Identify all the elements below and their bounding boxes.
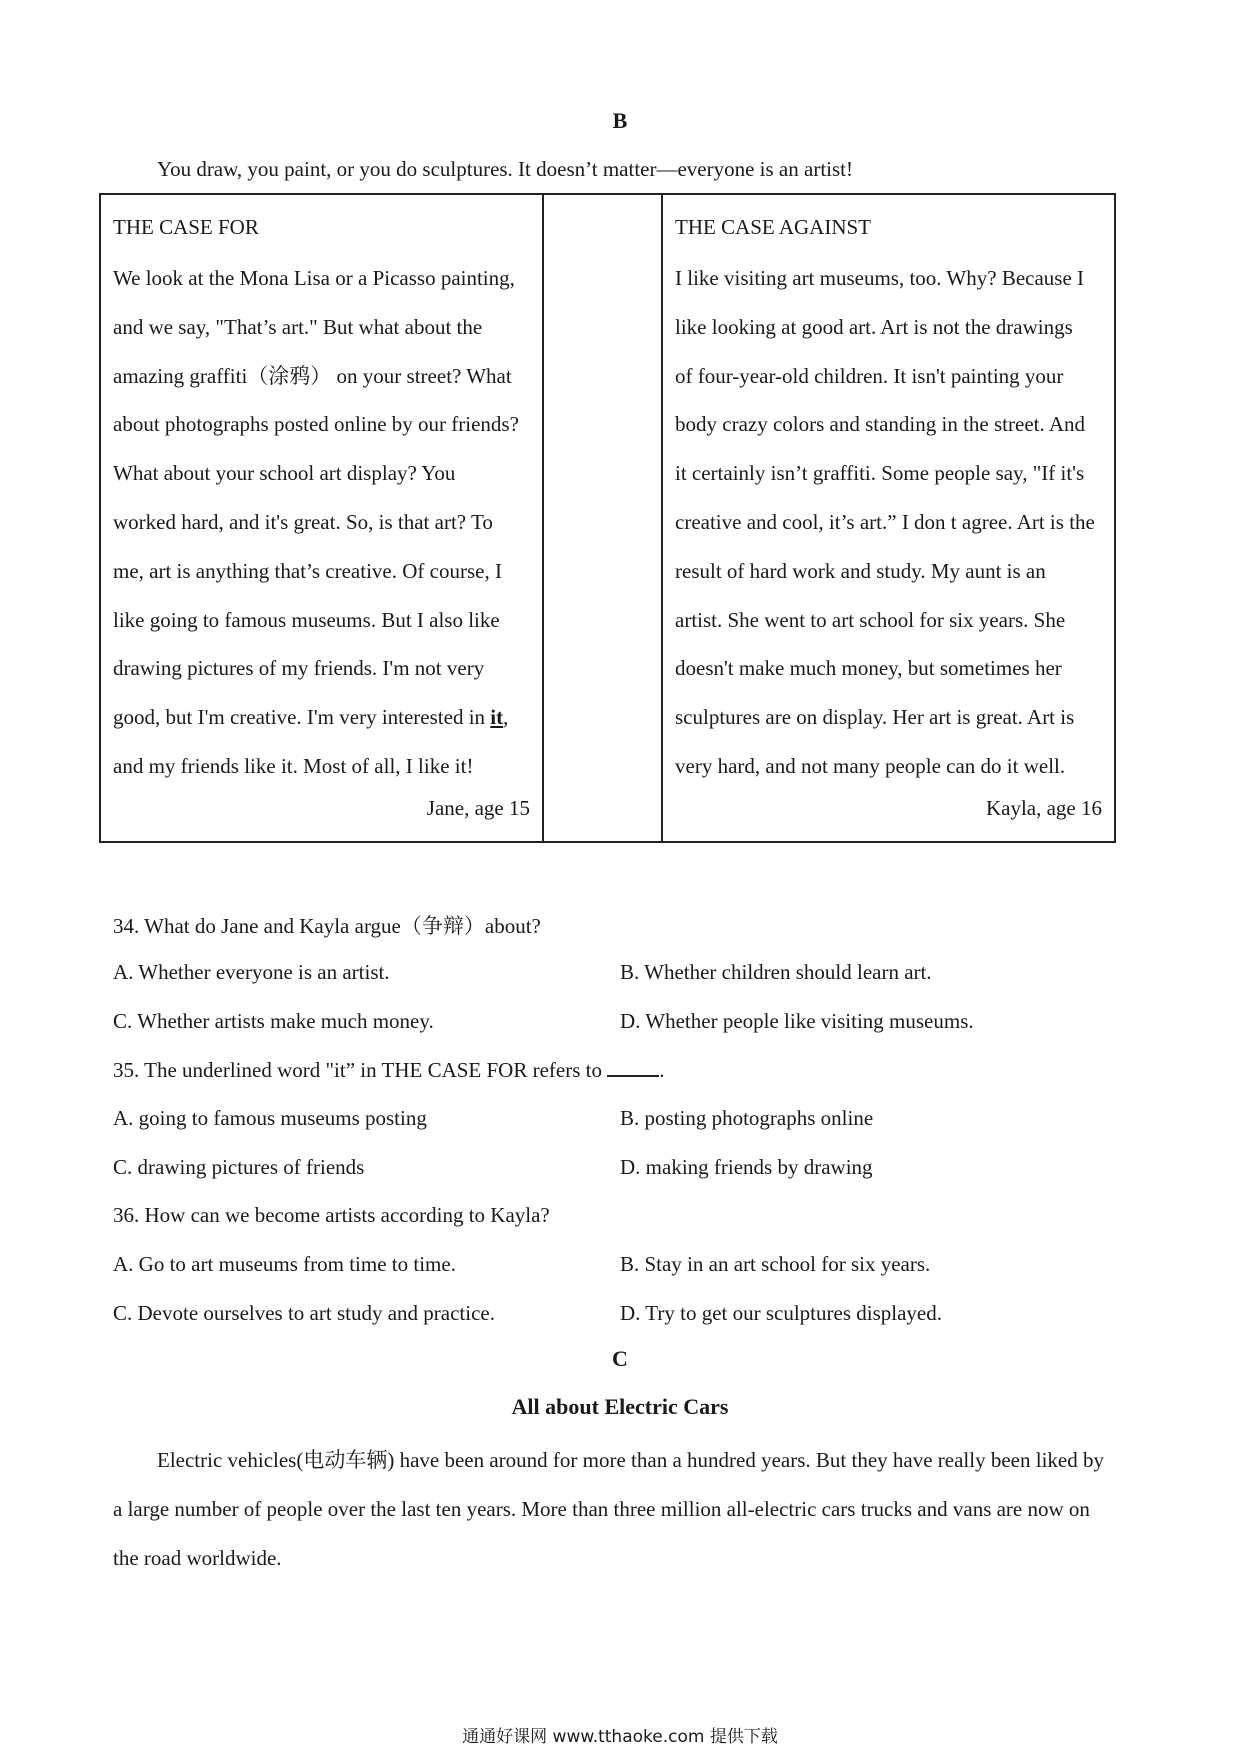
case-against-line: body crazy colors and standing in the street. And bbox=[675, 412, 1085, 437]
case-for-signature: Jane, age 15 bbox=[426, 796, 530, 820]
case-for-line: about photographs posted online by our friends? bbox=[113, 412, 519, 437]
question-35-stem bbox=[113, 1057, 664, 1083]
case-against-line: result of hard work and study. My aunt is an bbox=[675, 558, 1046, 583]
question-34-option-d[interactable]: D. Whether people like visiting museums. bbox=[620, 1009, 974, 1033]
section-c-title: All about Electric Cars bbox=[511, 1394, 729, 1419]
question-36-option-d[interactable]: D. Try to get our sculptures displayed. bbox=[620, 1301, 942, 1325]
paragraph-line: the road worldwide. bbox=[113, 1546, 282, 1570]
case-against-line: it certainly isn’t graffiti. Some people say, "If it's bbox=[675, 461, 1085, 486]
section-c-letter: C bbox=[612, 1346, 628, 1371]
case-for-line: me, art is anything that’s creative. Of course, I bbox=[113, 558, 502, 583]
paragraph-line: Electric vehicles(电动车辆) have been around for more than a hundred years. But they have really been liked by bbox=[157, 1448, 1104, 1472]
question-35-option-b[interactable]: B. posting photographs online bbox=[620, 1106, 874, 1130]
question-34-option-c[interactable]: C. Whether artists make much money. bbox=[113, 1009, 434, 1033]
case-against-line: sculptures are on display. Her art is great. Art is bbox=[675, 705, 1075, 730]
question-34-option-b[interactable]: B. Whether children should learn art. bbox=[620, 960, 932, 984]
case-for-line-text: good, but I'm creative. I'm very interested in bbox=[113, 705, 491, 730]
case-for-line: drawing pictures of my friends. I'm not very bbox=[113, 656, 485, 681]
question-34-stem: 34. What do Jane and Kayla argue（争辩）about? bbox=[113, 914, 541, 938]
case-against-line: doesn't make much money, but sometimes her bbox=[675, 656, 1062, 681]
section-c-paragraph bbox=[113, 1436, 1133, 1583]
case-for-line-underlined bbox=[113, 703, 519, 752]
case-against-line: I like visiting art museums, too. Why? Because I bbox=[675, 266, 1085, 290]
case-against-signature: Kayla, age 16 bbox=[985, 796, 1102, 820]
case-against-text bbox=[675, 264, 1095, 801]
question-36-option-a[interactable]: A. Go to art museums from time to time. bbox=[113, 1252, 456, 1276]
case-for-line: amazing graffiti（涂鸦） on your street? What bbox=[113, 363, 512, 388]
case-for-box bbox=[99, 193, 544, 843]
case-for-heading: THE CASE FOR bbox=[113, 215, 259, 239]
case-for-line-text: , bbox=[503, 705, 509, 730]
case-against-box bbox=[661, 193, 1116, 843]
section-b-letter: B bbox=[612, 108, 628, 133]
question-35-stem-end: . bbox=[659, 1058, 665, 1082]
question-35-option-d[interactable]: D. making friends by drawing bbox=[620, 1155, 873, 1179]
case-divider bbox=[542, 193, 663, 843]
case-against-line: like looking at good art. Art is not the drawings bbox=[675, 314, 1073, 339]
case-for-line: and my friends like it. Most of all, I like it! bbox=[113, 753, 474, 778]
question-36-option-c[interactable]: C. Devote ourselves to art study and practice. bbox=[113, 1301, 495, 1325]
case-against-line: of four-year-old children. It isn't painting your bbox=[675, 363, 1064, 388]
section-b-intro: You draw, you paint, or you do sculptures. It doesn’t matter—everyone is an artist! bbox=[157, 157, 853, 181]
underlined-word-it: it bbox=[490, 705, 504, 730]
question-35-option-a[interactable]: A. going to famous museums posting bbox=[113, 1106, 427, 1130]
case-against-heading: THE CASE AGAINST bbox=[675, 215, 872, 239]
case-for-line: and we say, "That’s art." But what about the bbox=[113, 314, 483, 339]
answer-blank bbox=[607, 1057, 659, 1077]
paragraph-line: a large number of people over the last ten years. More than three million all-electric cars trucks and vans are now on bbox=[113, 1497, 1090, 1521]
page-footer: 通通好课网 www.tthaoke.com 提供下载 bbox=[462, 1727, 778, 1747]
question-34-option-a[interactable]: A. Whether everyone is an artist. bbox=[113, 960, 390, 984]
case-against-line: very hard, and not many people can do it well. bbox=[675, 753, 1066, 778]
case-for-line: We look at the Mona Lisa or a Picasso painting, bbox=[113, 266, 515, 290]
case-for-line: like going to famous museums. But I also like bbox=[113, 607, 500, 632]
question-35-option-c[interactable]: C. drawing pictures of friends bbox=[113, 1155, 365, 1179]
case-for-text bbox=[113, 264, 519, 801]
case-against-line: artist. She went to art school for six years. She bbox=[675, 607, 1066, 632]
question-36-option-b[interactable]: B. Stay in an art school for six years. bbox=[620, 1252, 931, 1276]
question-36-stem: 36. How can we become artists according to Kayla? bbox=[113, 1203, 550, 1227]
case-against-line: creative and cool, it’s art.” I don t agree. Art is the bbox=[675, 509, 1095, 534]
case-for-line: What about your school art display? You bbox=[113, 461, 456, 486]
question-35-stem-text: 35. The underlined word "it” in THE CASE FOR refers to bbox=[113, 1058, 608, 1082]
case-for-line: worked hard, and it's great. So, is that art? To bbox=[113, 509, 493, 534]
